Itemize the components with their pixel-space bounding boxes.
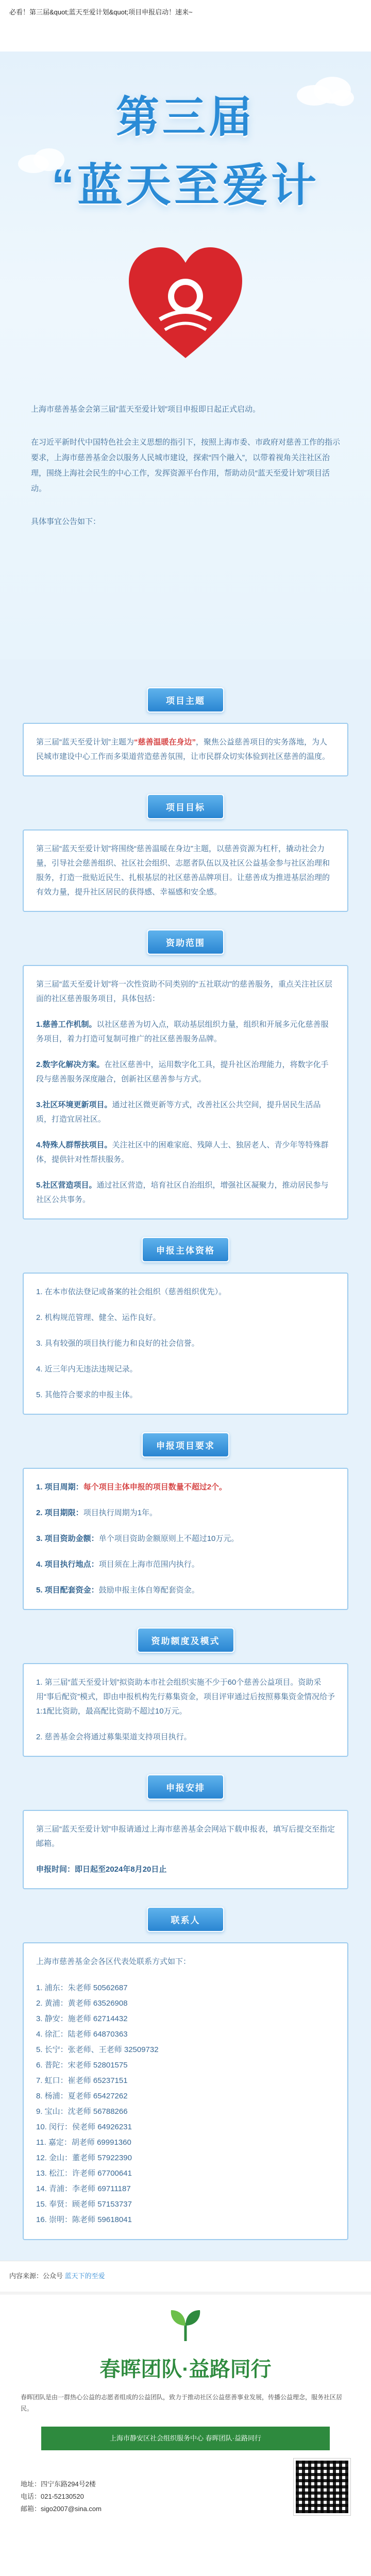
section-title-goal: 项目目标	[147, 794, 224, 819]
section-title-funding: 资助额度及模式	[137, 1628, 234, 1653]
contact-row: 3. 静安：施老师 62714432	[36, 2014, 128, 2023]
section-title-schedule: 申报安排	[147, 1774, 224, 1800]
section-card-goal	[23, 829, 348, 912]
contact-row: 4. 徐汇：陆老师 64870363	[36, 2030, 128, 2039]
contact-row: 6. 普陀：宋老师 52801575	[36, 2061, 128, 2070]
section-card-contacts	[23, 1942, 348, 2240]
article-title-bar	[0, 0, 371, 52]
contact-row: 11. 嘉定：胡老师 69991360	[36, 2138, 131, 2147]
section-title-theme: 项目主题	[147, 687, 224, 713]
list-item: 2.数字化解决方案。在社区慈善中，运用数字化工具，提升社区治理能力，将数字化手段与慈善服务深度融合，创新社区慈善参与方式。	[36, 1060, 329, 1083]
section-text: 第三届“蓝天至爱计划”主题为“慈善温暖在身边”，聚焦公益慈善项目的实务落地，为人民城市建设中心工作而多渠道营造慈善氛围，让市民群众切实体验到社区慈善的温度。	[36, 738, 330, 761]
hero-banner	[0, 52, 371, 659]
org-name: 春晖团队·益路同行	[99, 2358, 272, 2381]
section-card-schedule	[23, 1810, 348, 1889]
section-title-contacts: 联系人	[147, 1907, 224, 1932]
section-text: 1. 第三届“蓝天至爱计划”拟资助本市社会组织实施不少于60个慈善公益项目。资助采用“事后配资”模式，即由申报机构先行募集资金，项目评审通过后按照募集资金情况给予1:1配比资助，最高配比资助不超过10万元。	[36, 1678, 335, 1716]
contact-row: 9. 宝山：沈老师 56788266	[36, 2107, 128, 2116]
section-text: 第三届“蓝天至爱计划”将一次性资助不同类别的“五社联动”的慈善服务，重点关注社区层面的社区慈善服务项目，具体包括：	[36, 980, 332, 1003]
contact-row: 1. 浦东：朱老师 50562687	[36, 1984, 128, 1992]
hero-title-line2: “蓝天至爱计	[51, 160, 319, 211]
qr-code-icon	[294, 2459, 350, 2515]
org-contact	[21, 2478, 102, 2515]
source-account-link[interactable]: 蓝天下的至爱	[64, 2272, 105, 2280]
section-text: 2. 慈善基金会将通过募集渠道支持项目执行。	[36, 1733, 192, 1741]
intro-paragraph: 上海市慈善基金会第三届“蓝天至爱计划”项目申报即日起正式启动。	[31, 405, 260, 414]
list-item: 2. 项目期限：项目执行周期为1年。	[36, 1509, 158, 1517]
list-item: 3. 具有较强的项目执行能力和良好的社会信誉。	[36, 1339, 199, 1348]
list-item: 3.社区环境更新项目。通过社区微更新等方式，改善社区公共空间，提升居民生活品质，打造宜居社区。	[36, 1100, 321, 1124]
section-text: 第三届“蓝天至爱计划”将围绕“慈善温暖在身边”主题，以慈善资源为杠杆，撬动社会力量，引导社会慈善组织、社区社会组织、志愿者队伍以及社区公益基金参与社区治理和服务，打造一批贴近民生、扎根基层的社区慈善品牌项目。让慈善成为推进基层治理的有效力量，提升社区居民的获得感、幸福感和安全感。	[36, 844, 330, 896]
list-item: 1. 项目周期：每个项目主体申报的项目数量不超过2个。	[36, 1483, 227, 1492]
contact-row: 2. 黄浦：黄老师 63526908	[36, 1999, 128, 2008]
org-phone: 电话：021-52130520	[21, 2493, 84, 2500]
source-bar	[0, 2261, 371, 2292]
intro-paragraph: 在习近平新时代中国特色社会主义思想的指引下，按照上海市委、市政府对慈善工作的指示要求，上海市慈善基金会以服务人民城市建设，探索“四个融入”，以带着视角关注社区治理，围绕上海社会民生的中心工作，发挥资源平台作用，帮助动员“蓝天至爱计划”项目活动。	[31, 438, 341, 493]
org-footer-card	[0, 2292, 371, 2531]
org-address: 地址：四宁东路294号2楼	[21, 2480, 96, 2488]
org-description: 春晖团队是由一群热心公益的志愿者组成的公益团队，致力于推动社区公益慈善事业发展，传播公益理念，服务社区居民。	[21, 2394, 343, 2412]
list-item: 4.特殊人群帮扶项目。关注社区中的困难家庭、残障人士、独居老人、青少年等特殊群体，提供针对性帮扶服务。	[36, 1141, 329, 1164]
sprout-logo-icon	[165, 2305, 206, 2346]
hero-title-line1: 第三届	[115, 93, 255, 141]
section-card-funding	[23, 1663, 348, 1757]
section-text: 上海市慈善基金会各区代表处联系方式如下：	[36, 1957, 191, 1966]
contact-row: 15. 奉贤：顾老师 57153737	[36, 2200, 132, 2209]
article-title: 必看！第三届&quot;蓝天至爱计划&quot;项目申报启动！速来~	[9, 8, 193, 16]
section-card-eligibility	[23, 1273, 348, 1415]
contact-row: 7. 虹口：崔老师 65237151	[36, 2076, 128, 2085]
contact-row: 13. 松江：许老师 67700641	[36, 2169, 132, 2178]
article-content	[0, 659, 371, 2261]
contact-row: 10. 闵行：侯老师 64926231	[36, 2123, 132, 2131]
deadline-text: 申报时间：即日起至2024年8月20日止	[36, 1865, 167, 1874]
contact-row: 14. 青浦：李老师 69711187	[36, 2184, 131, 2193]
section-title-scope: 资助范围	[147, 929, 224, 955]
hero-intro-text	[31, 402, 340, 547]
section-text: 第三届“蓝天至爱计划”申报请通过上海市慈善基金会网站下载申报表，填写后提交至指定邮箱。	[36, 1825, 335, 1848]
charity-heart-logo-icon	[129, 247, 242, 366]
contact-row: 5. 长宁：张老师、王老师 32509732	[36, 2045, 159, 2054]
source-label: 内容来源：公众号	[9, 2272, 63, 2280]
list-item: 4. 项目执行地点：项目须在上海市范围内执行。	[36, 1560, 199, 1569]
list-item: 4. 近三年内无违法违规记录。	[36, 1365, 138, 1374]
contact-row: 8. 杨浦：夏老师 65427262	[36, 2092, 128, 2100]
list-item: 1.慈善工作机制。以社区慈善为切入点，联动基层组织力量，组织和开展多元化慈善服务项目，着力打造可复制可推广的社区慈善服务品牌。	[36, 1020, 329, 1043]
list-item: 5. 其他符合要求的申报主体。	[36, 1391, 138, 1399]
list-item: 5. 项目配套资金：鼓励申报主体自筹配套资金。	[36, 1586, 199, 1595]
section-card-theme	[23, 723, 348, 776]
contact-row: 16. 崇明：陈老师 59618041	[36, 2215, 132, 2224]
contact-row: 12. 金山：董老师 57922390	[36, 2154, 132, 2162]
section-title-eligibility: 申报主体资格	[142, 1237, 229, 1262]
org-email: 邮箱：sigo2007@sina.com	[21, 2505, 102, 2513]
theme-highlight: “慈善温暖在身边”	[134, 738, 196, 747]
org-banner: 上海市静安区社会组织服务中心 春晖团队·益路同行	[41, 2427, 330, 2450]
list-item: 2. 机构规范管理、健全、运作良好。	[36, 1313, 161, 1322]
section-card-scope	[23, 965, 348, 1219]
section-title-requirements: 申报项目要求	[142, 1432, 229, 1458]
intro-paragraph: 具体事宜公告如下：	[31, 517, 101, 526]
list-item: 3. 项目资助金额：单个项目资助金额原则上不超过10万元。	[36, 1534, 239, 1543]
list-item: 1. 在本市依法登记或备案的社会组织（慈善组织优先）。	[36, 1287, 227, 1296]
list-item: 5.社区营造项目。通过社区营造，培育社区自治组织，增强社区凝聚力，推动居民参与社区公共事务。	[36, 1181, 329, 1204]
section-card-requirements	[23, 1468, 348, 1610]
